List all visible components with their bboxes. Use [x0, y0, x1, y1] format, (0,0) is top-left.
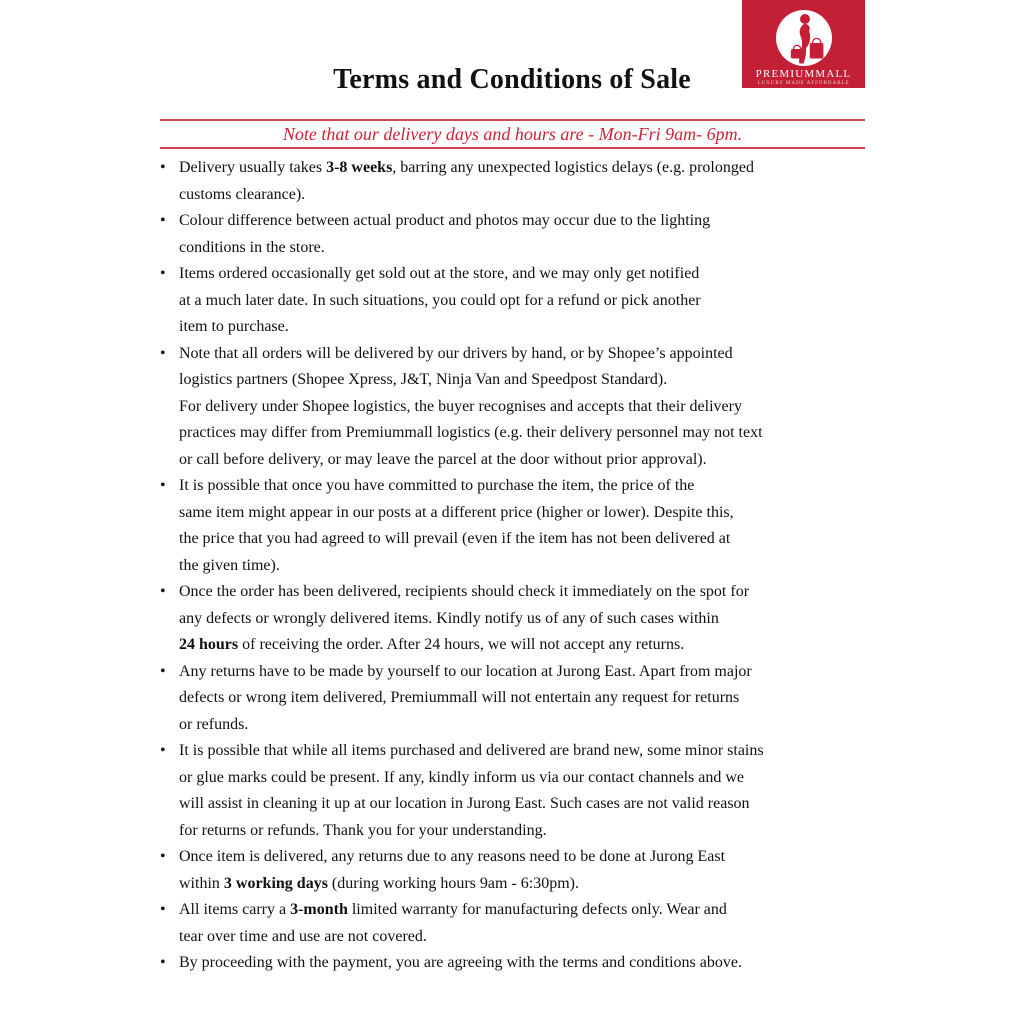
term-line: item to purchase.	[179, 318, 289, 335]
term-line: conditions in the store.	[179, 238, 325, 256]
page-title: Terms and Conditions of Sale	[333, 64, 691, 95]
term-line: • It is possible that once you have committed to purchase the item, the price of the	[179, 477, 695, 494]
logo-wordmark: PREMIUMMALL	[755, 68, 852, 80]
term-item	[158, 659, 878, 739]
term-line: or refunds.	[179, 715, 249, 733]
term-item	[158, 473, 878, 579]
term-line: • By proceeding with the payment, you are agreeing with the terms and conditions above.	[179, 954, 742, 971]
term-line: • Any returns have to be made by yourself to our location at Jurong East. Apart from major	[179, 662, 752, 680]
terms-list	[158, 155, 878, 977]
delivery-note-text: Note that our delivery days and hours are - Mon-Fri 9am- 6pm.	[282, 123, 743, 144]
term-line: tear over time and use are not covered.	[179, 927, 427, 945]
term-line: • It is possible that while all items purchased and delivered are brand new, some minor stains	[179, 742, 764, 759]
term-line: for returns or refunds. Thank you for your understanding.	[179, 821, 547, 839]
delivery-note-band	[160, 119, 865, 149]
term-line: any defects or wrongly delivered items. Kindly notify us of any of such cases within	[179, 609, 719, 627]
term-line: • Delivery usually takes 3-8 weeks, barring any unexpected logistics delays (e.g. prolonged	[179, 159, 754, 176]
term-item	[158, 897, 878, 950]
term-line: same item might appear in our posts at a different price (higher or lower). Despite this,	[179, 503, 734, 521]
term-item	[158, 261, 878, 341]
term-item	[158, 950, 878, 977]
term-item	[158, 579, 878, 659]
term-line: will assist in cleaning it up at our location in Jurong East. Such cases are not valid reason	[179, 795, 750, 812]
term-item	[158, 155, 878, 208]
term-line: the given time).	[179, 556, 280, 574]
term-line: • Once item is delivered, any returns due to any reasons need to be done at Jurong East	[179, 848, 726, 865]
shopper-silhouette-icon	[775, 9, 833, 67]
term-line: or call before delivery, or may leave the parcel at the door without prior approval).	[179, 450, 707, 468]
term-line: customs clearance).	[179, 185, 306, 203]
term-line: • Items ordered occasionally get sold out at the store, and we may only get notified	[179, 265, 700, 282]
term-line: defects or wrong item delivered, Premiummall will not entertain any request for returns	[179, 689, 740, 706]
term-line: • Once the order has been delivered, recipients should check it immediately on the spot for	[179, 583, 750, 600]
term-item	[158, 738, 878, 844]
term-item	[158, 208, 878, 261]
term-line: • Colour difference between actual product and photos may occur due to the lighting	[179, 212, 711, 229]
term-line: logistics partners (Shopee Xpress, J&T, Ninja Van and Speedpost Standard).	[179, 371, 668, 388]
term-line: practices may differ from Premiummall logistics (e.g. their delivery personnel may not text	[179, 424, 763, 441]
term-item	[158, 341, 878, 474]
term-line: or glue marks could be present. If any, kindly inform us via our contact channels and we	[179, 768, 745, 786]
term-line: within 3 working days (during working hours 9am - 6:30pm).	[179, 874, 579, 892]
term-line: • All items carry a 3-month limited warranty for manufacturing defects only. Wear and	[179, 901, 727, 918]
term-line: • Note that all orders will be delivered by our drivers by hand, or by Shopee’s appointed	[179, 344, 733, 362]
logo-tagline: LUXURY MADE AFFORDABLE	[757, 81, 850, 86]
term-line: 24 hours of receiving the order. After 24 hours, we will not accept any returns.	[179, 636, 685, 653]
term-item	[158, 844, 878, 897]
term-line: the price that you had agreed to will prevail (even if the item has not been delivered at	[179, 530, 731, 547]
term-line: at a much later date. In such situations, you could opt for a refund or pick another	[179, 291, 701, 309]
term-line: For delivery under Shopee logistics, the buyer recognises and accepts that their delivery	[179, 397, 742, 415]
